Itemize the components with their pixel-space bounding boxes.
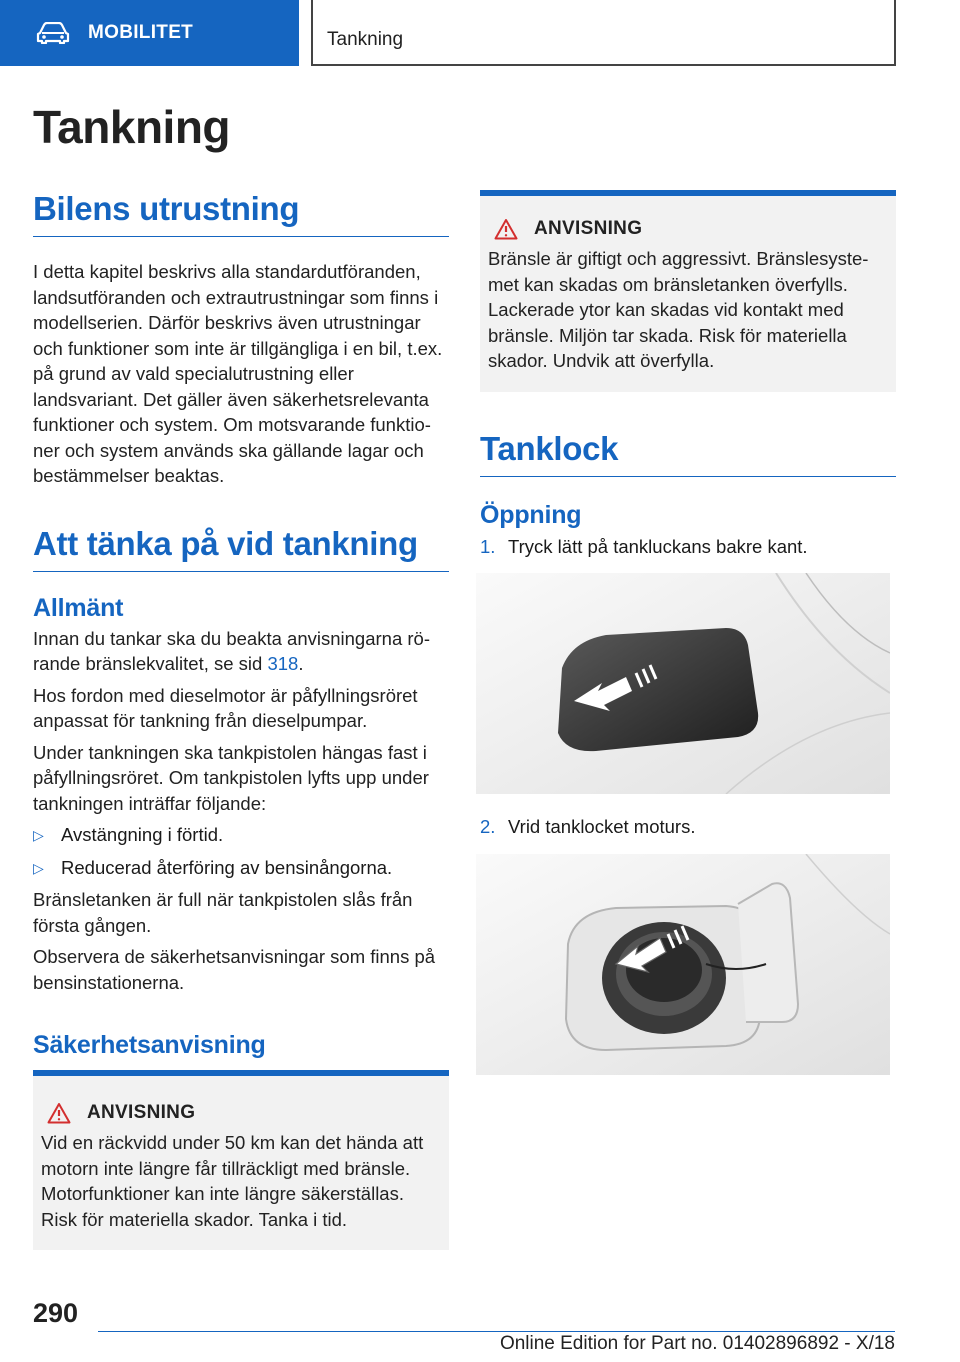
warning-box bbox=[33, 1076, 449, 1250]
fuel-cap-illustration bbox=[476, 854, 890, 1075]
step-item: 1. Tryck lätt på tankluckans bakre kant. bbox=[480, 535, 808, 557]
heading-equipment: Bilens utrustning bbox=[33, 190, 449, 237]
fuel-flap-image bbox=[476, 573, 890, 794]
footer-edition: Online Edition for Part no. 01402896892 - X/18 bbox=[499, 1333, 895, 1354]
right-column bbox=[480, 190, 896, 1075]
warning-icon bbox=[494, 218, 518, 240]
warning-title: ANVISNING bbox=[534, 218, 643, 239]
chapter-header bbox=[311, 0, 896, 66]
paragraph-equipment: I detta kapitel beskrivs alla standardutföranden, landsutföranden och extrautrustningar som finns i modellserien. Därför beskrivs även utrustningar och funktioner som inte är tillgängliga i en bil, t.ex. på grund av vald specialutrustning eller landsvariant. Det gäller även säkerhetsrelevanta funktioner och system. Om motsvarande funktioner och system används ska gällande lagar och bestämmelser beaktas. bbox=[33, 261, 443, 486]
paragraph-general-4: Bränsletanken är full när tankpistolen slås från första gången. bbox=[33, 889, 413, 936]
chapter-label: Tankning bbox=[327, 29, 404, 50]
footer-divider bbox=[98, 1331, 895, 1332]
fuel-flap-illustration bbox=[476, 573, 890, 794]
page-link[interactable]: 318 bbox=[267, 653, 299, 674]
page-number: 290 bbox=[33, 1298, 79, 1328]
heading-opening: Öppning bbox=[480, 500, 582, 529]
section-label: MOBILITET bbox=[88, 22, 194, 43]
triangle-bullet-icon: ▷ bbox=[33, 827, 44, 843]
list-item: ▷ Reducerad återföring av bensinångorna. bbox=[33, 855, 449, 882]
paragraph-general-3: Under tankningen ska tankpistolen hängas fast i påfyllningsröret. Om tankpistolen lyfts upp under tankningen inträffar följande: bbox=[33, 741, 429, 814]
paragraph-general-1: Innan du tankar ska du beakta anvisningarna rörande bränslekvalitet, se sid 318. bbox=[33, 627, 430, 674]
warning-text: Vid en räckvidd under 50 km kan det hända att motorn inte längre får tillräckligt med bränsle. Motorfunktioner kan inte längre säkerställas. Risk för materiella skador. Tanka i tid. bbox=[41, 1132, 424, 1230]
list-item: ▷ Avstängning i förtid. bbox=[33, 822, 449, 849]
paragraph-general-5: Observera de säkerhetsanvisningar som finns på bensinstationerna. bbox=[33, 946, 436, 993]
left-column bbox=[33, 190, 449, 1250]
fuel-cap-image bbox=[476, 854, 890, 1075]
page-title: Tankning bbox=[33, 101, 231, 153]
heading-refuel: Att tänka på vid tankning bbox=[33, 525, 449, 572]
car-icon bbox=[36, 22, 70, 44]
warning-title: ANVISNING bbox=[87, 1102, 196, 1123]
warning-icon bbox=[47, 1102, 71, 1124]
warning-text: Bränsle är giftigt och aggressivt. Bränslesystemet kan skadas om bränsletanken överfylls. Lackerade ytor kan skadas vid kontakt med bränsle. Miljön tar skada. Risk för materiella skador. Undvik att överfylla. bbox=[488, 248, 869, 371]
triangle-bullet-icon: ▷ bbox=[33, 859, 44, 876]
warning-box bbox=[480, 190, 896, 392]
heading-general: Allmänt bbox=[33, 593, 124, 622]
paragraph-general-2: Hos fordon med dieselmotor är påfyllningsröret anpassat för tankning från dieselpumpar. bbox=[33, 684, 418, 731]
heading-tank-cap: Tanklock bbox=[480, 430, 896, 477]
step-item: 2. Vrid tanklocket moturs. bbox=[480, 816, 696, 837]
heading-safety: Säkerhetsanvisning bbox=[33, 1031, 449, 1076]
section-tab[interactable] bbox=[0, 0, 299, 66]
